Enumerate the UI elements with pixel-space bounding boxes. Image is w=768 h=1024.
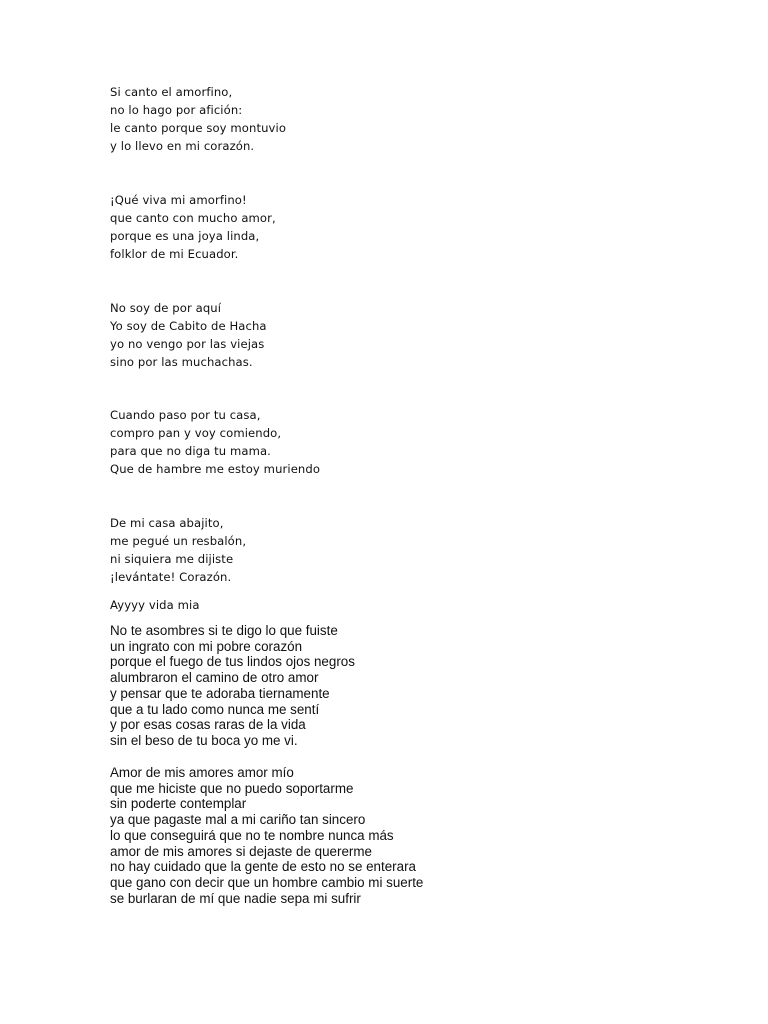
stanza-1 [110,83,286,155]
verse-line: y pensar que te adoraba tiernamente [110,685,330,701]
verse-line: alumbraron el camino de otro amor [110,670,319,686]
stanza-7 [110,623,355,749]
stanza-4 [110,406,320,478]
verse-line: Yo soy de Cabito de Hacha [110,319,267,333]
verse-line: y por esas cosas raras de la vida [110,717,306,733]
verse-line: y lo llevo en mi corazón. [110,139,255,153]
verse-line: folklor de mi Ecuador. [110,247,239,261]
verse-line: no lo hago por afición: [110,103,243,117]
verse-line: ¡Qué viva mi amorfino! [110,193,247,207]
verse-line: Ayyyy vida mia [110,598,200,612]
verse-line: que me hiciste que no puedo soportarme [110,780,354,796]
verse-line: que gano con decir que un hombre cambio mi suerte [110,874,424,890]
verse-line: sin el beso de tu boca yo me vi. [110,732,298,748]
stanza-5 [110,514,246,586]
verse-line: yo no vengo por las viejas [110,337,265,351]
verse-line: un ingrato con mi pobre corazón [110,638,303,654]
verse-line: Amor de mis amores amor mío [110,765,294,780]
verse-line: sin poderte contemplar [110,796,247,812]
verse-line: le canto porque soy montuvio [110,121,287,135]
stanza-3 [110,299,267,371]
verse-line: ya que pagaste mal a mi cariño tan sincero [110,812,366,828]
verse-line: amor de mis amores si dejaste de quererme [110,843,372,859]
stanza-8 [110,765,423,906]
stanza-6 [110,596,200,614]
verse-line: ¡levántate! Corazón. [110,570,232,584]
stanza-2 [110,191,276,263]
verse-line: porque es una joya linda, [110,229,260,243]
verse-line: No soy de por aquí [110,301,222,315]
verse-line: lo que conseguirá que no te nombre nunca más [110,827,394,843]
verse-line: para que no diga tu mama. [110,444,271,458]
verse-line: que canto con mucho amor, [110,211,276,225]
verse-line: Cuando paso por tu casa, [110,408,261,422]
verse-line: ni siquiera me dijiste [110,552,234,566]
verse-line: compro pan y voy comiendo, [110,426,282,440]
verse-line: me pegué un resbalón, [110,534,247,548]
verse-line: Que de hambre me estoy muriendo [110,462,321,476]
verse-line: se burlaran de mí que nadie sepa mi sufrir [110,890,361,906]
verse-line: No te asombres si te digo lo que fuiste [110,623,338,638]
verse-line: sino por las muchachas. [110,355,253,369]
verse-line: Si canto el amorfino, [110,85,233,99]
verse-line: De mi casa abajito, [110,516,224,530]
verse-line: porque el fuego de tus lindos ojos negros [110,654,355,670]
verse-line: no hay cuidado que la gente de esto no se enterara [110,859,416,875]
verse-line: que a tu lado como nunca me sentí [110,701,320,717]
